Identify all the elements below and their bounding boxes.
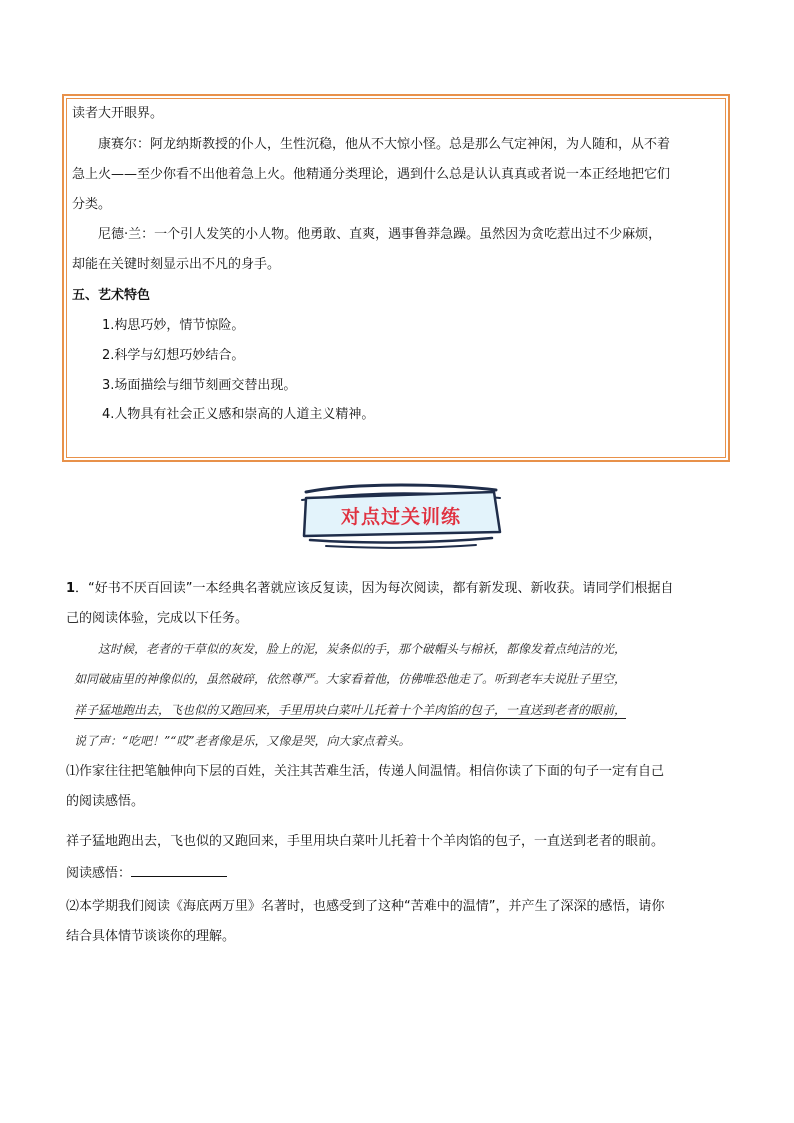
quote-line-3 — [74, 702, 626, 718]
question-1-intro-line-1 — [66, 580, 674, 598]
question-1-intro-line-2: 己的阅读体验，完成以下任务。 — [66, 611, 249, 626]
art-item-2: 2.科学与幻想巧妙结合。 — [102, 348, 245, 363]
art-item-3: 3.场面描绘与细节刻画交替出现。 — [102, 378, 297, 393]
conseil-line-3: 分类。 — [72, 197, 112, 212]
sub2-line-2: 结合具体情节谈谈你的理解。 — [66, 929, 236, 944]
section-banner — [296, 478, 506, 550]
question-number: 1 — [66, 581, 76, 596]
conseil-line-1: 康赛尔：阿龙纳斯教授的仆人，生性沉稳，他从不大惊小怪。总是那么气定神闲，为人随和，从不着 — [98, 137, 671, 152]
answer-label: 阅读感悟： — [66, 866, 132, 881]
art-item-1: 1.构思巧妙，情节惊险。 — [102, 318, 245, 333]
quote-line-1: 这时候，老者的干草似的灰发，脸上的泥，炭条似的手，那个破帽头与棉袄，都像发着点纯洁的光， — [98, 642, 627, 656]
art-item-4: 4.人物具有社会正义感和崇高的人道主义精神。 — [102, 407, 375, 422]
question-intro-text: ．“好书不厌百回读”一本经典名著就应该反复读，因为每次阅读，都有新发现、新收获。请同学们根据自 — [75, 581, 674, 596]
sub2-line-1: ⑵本学期我们阅读《海底两万里》名著时，也感受到了这种“苦难中的温情”，并产生了深深的感悟，请你 — [66, 899, 665, 914]
conseil-line-2: 急上火——至少你看不出他着急上火。他精通分类理论，遇到什么总是认认真真或者说一本正经地把它们 — [72, 167, 671, 182]
art-heading: 五、艺术特色 — [72, 288, 151, 303]
quote-line-2: 如同破庙里的神像似的，虽然破碎，依然尊严。大家看着他，仿佛唯恐他走了。听到老车夫说肚子里空， — [74, 672, 627, 686]
banner-title: 对点过关训练 — [340, 506, 461, 528]
sub1-line-1: ⑴作家往往把笔触伸向下层的百姓，关注其苦难生活，传递人间温情。相信你读了下面的句子一定有自己 — [66, 764, 665, 779]
ned-line-1: 尼德·兰：一个引人发笑的小人物。他勇敢、直爽，遇事鲁莽急躁。虽然因为贪吃惹出过不少麻烦， — [98, 227, 662, 242]
quote-line-4: 说了声：“吃吧！”“哎”老者像是乐，又像是哭，向大家点着头。 — [74, 734, 411, 748]
box-line-1: 读者大开眼界。 — [72, 106, 164, 121]
sub1-line-2: 的阅读感悟。 — [66, 794, 145, 809]
quote-underlined-sentence: 祥子猛地跑出去，飞也似的又跑回来，手里用块白菜叶儿托着十个羊肉馅的包子，一直送到老者的眼前， — [74, 703, 627, 717]
ned-line-2: 却能在关键时刻显示出不凡的身手。 — [72, 257, 281, 272]
answer-blank[interactable] — [131, 864, 227, 877]
sub1-answer-row — [66, 864, 227, 883]
sub1-sentence: 祥子猛地跑出去，飞也似的又跑回来，手里用块白菜叶儿托着十个羊肉馅的包子，一直送到老者的眼前。 — [66, 834, 665, 849]
